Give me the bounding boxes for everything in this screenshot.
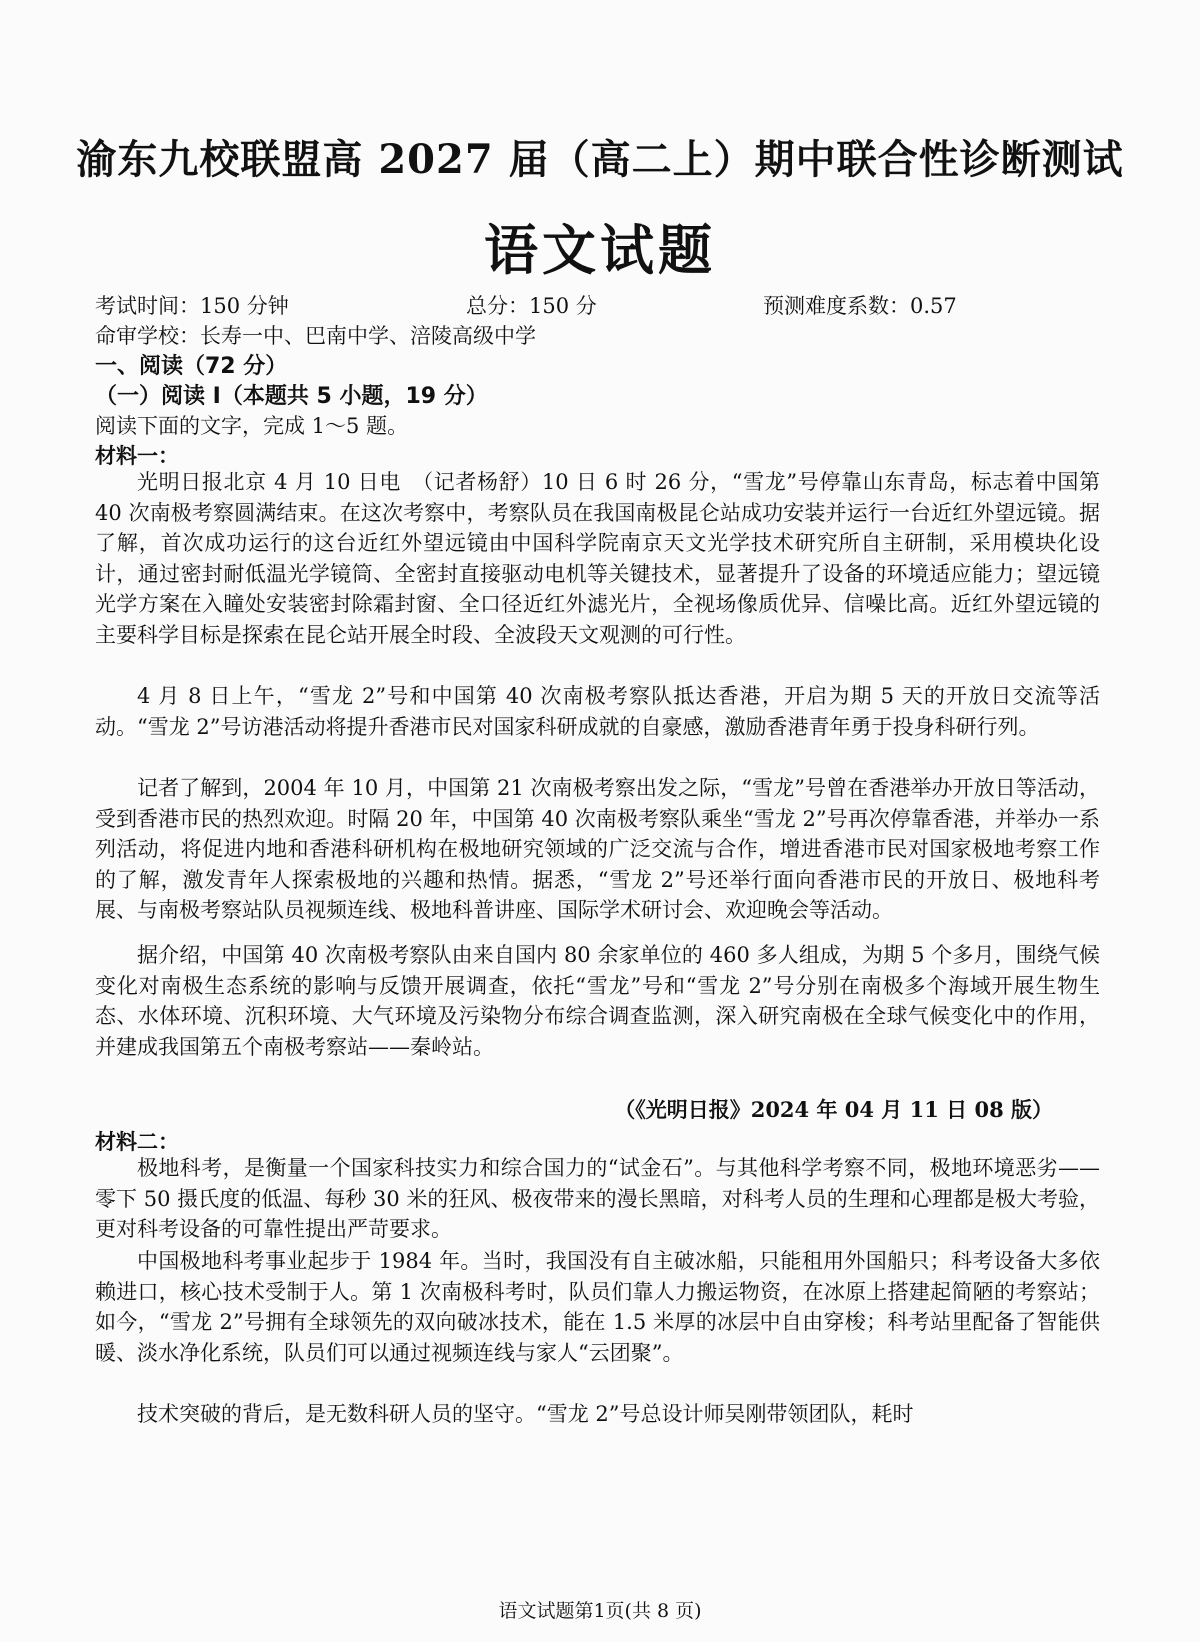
page-footer: 语文试题第1页(共 8 页) (498, 1600, 702, 1622)
instruction: 阅读下面的文字，完成 1～5 题。 (95, 414, 409, 438)
material-1-paragraph: 据介绍，中国第 40 次南极考察队由来自国内 80 余家单位的 460 多人组成，为期 5 个多月，围绕气候变化对南极生态系统的影响与反馈开展调查，依托“雪龙”号和“雪龙 2”号分别在南极多个海域开展生物生态、水体环境、沉积环境、大气环境及污染物分布综合调查监测，深入研究南极在全球气候变化中的作用，并建成我国第五个南极考察站——秦岭站。 (95, 943, 1100, 1059)
section-heading: 一、阅读（72 分） (95, 354, 288, 379)
material-2-paragraph: 技术突破的背后，是无数科研人员的坚守。“雪龙 2”号总设计师吴刚带领团队，耗时 (137, 1402, 914, 1426)
total-score: 总分：150 分 (466, 294, 597, 318)
material-1-paragraph: 记者了解到，2004 年 10 月，中国第 21 次南极考察出发之际，“雪龙”号曾在香港举办开放日等活动，受到香港市民的热烈欢迎。时隔 20 年，中国第 40 次南极考察队乘坐“雪龙 2”号再次停靠香港，并举办一系列活动，将促进内地和香港科研机构在极地研究领域的广泛交流与合作，增进香港市民对国家极地考察工作的了解，激发青年人探索极地的兴趣和热情。据悉，“雪龙 2”号还举行面向香港市民的开放日、极地科考展、与南极考察站队员视频连线、极地科普讲座、国际学术研讨会、欢迎晚会等活动。 (95, 776, 1100, 923)
material-2-paragraph: 极地科考，是衡量一个国家科技实力和综合国力的“试金石”。与其他科学考察不同，极地环境恶劣——零下 50 摄氏度的低温、每秒 30 米的狂风、极夜带来的漫长黑暗，对科考人员的生理和心理都是极大考验，更对科考设备的可靠性提出严苛要求。 (95, 1156, 1100, 1242)
reviewing-schools: 命审学校：长寿一中、巴南中学、涪陵高级中学 (95, 324, 536, 348)
exam-title: 渝东九校联盟高 2027 届（高二上）期中联合性诊断测试 (76, 136, 1124, 183)
difficulty-coefficient: 预测难度系数：0.57 (763, 294, 957, 318)
material-2-paragraph: 中国极地科考事业起步于 1984 年。当时，我国没有自主破冰船，只能租用外国船只；科考设备大多依赖进口，核心技术受制于人。第 1 次南极科考时，队员们靠人力搬运物资，在冰原上搭建起简陋的考察站；如今，“雪龙 2”号拥有全球领先的双向破冰技术，能在 1.5 米厚的冰层中自由穿梭；科考站里配备了智能供暖、淡水净化系统，队员们可以通过视频连线与家人“云团聚”。 (95, 1249, 1100, 1365)
exam-time: 考试时间：150 分钟 (95, 294, 289, 318)
exam-info-row (95, 290, 1105, 320)
sub-section-heading: （一）阅读 I（本题共 5 小题，19 分） (95, 384, 488, 409)
material-1-label: 材料一： (95, 443, 179, 468)
material-1-source: （《光明日报》2024 年 04 月 11 日 08 版） (614, 1097, 1053, 1122)
material-1-paragraph: 4 月 8 日上午，“雪龙 2”号和中国第 40 次南极考察队抵达香港，开启为期 5 天的开放日交流等活动。“雪龙 2”号访港活动将提升香港市民对国家科研成就的自豪感，激励香港青年勇于投身科研行列。 (95, 684, 1100, 739)
subject-title: 语文试题 (484, 218, 716, 282)
material-2-label: 材料二： (95, 1129, 179, 1154)
material-1-paragraph: 光明日报北京 4 月 10 日电 （记者杨舒）10 日 6 时 26 分，“雪龙”号停靠山东青岛，标志着中国第 40 次南极考察圆满结束。在这次考察中，考察队员在我国南极昆仑站成功安装并运行一台近红外望远镜。据了解，首次成功运行的这台近红外望远镜由中国科学院南京天文光学技术研究所自主研制，采用模块化设计，通过密封耐低温光学镜筒、全密封直接驱动电机等关键技术，显著提升了设备的环境适应能力；望远镜光学方案在入瞳处安装密封除霜封窗、全口径近红外滤光片，全视场像质优异、信噪比高。近红外望远镜的主要科学目标是探索在昆仑站开展全时段、全波段天文观测的可行性。 (95, 470, 1100, 647)
